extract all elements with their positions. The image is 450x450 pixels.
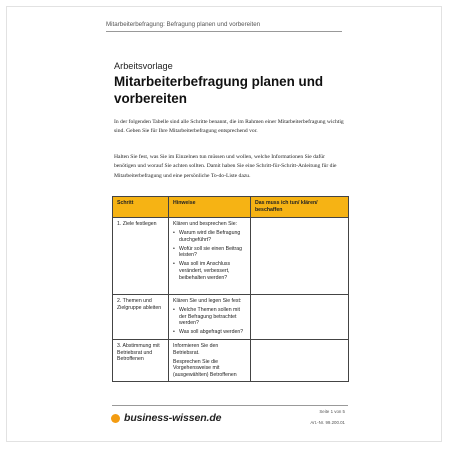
hint-bullet: • Wofür soll sie einen Beitrag leisten? <box>173 246 246 259</box>
header-divider <box>106 31 342 32</box>
brand-name: business-wissen.de <box>124 412 222 424</box>
step-cell: 3. Abstimmung mit Betriebsrat und Betroffenen <box>113 340 169 382</box>
running-header: Mitarbeiterbefragung: Befragung planen und vorbereiten <box>106 21 261 28</box>
hint-intro: Informieren Sie den Betriebsrat. <box>173 343 219 356</box>
intro-paragraph: In der folgenden Tabelle sind alle Schritte benannt, die im Rahmen einer Mitarbeiterbefragung wichtig sind. Geben Sie für Ihre Mitarbeiterbefragung entsprechend vor. <box>114 119 344 135</box>
document-title: Mitarbeiterbefragung planen und vorbereiten <box>114 74 324 106</box>
document-kicker: Arbeitsvorlage <box>114 61 173 71</box>
column-header-todo: Das muss ich tun/ klären/ beschaffen <box>251 197 349 218</box>
steps-table <box>112 196 349 382</box>
hints-cell <box>169 340 251 382</box>
table-row <box>113 218 349 295</box>
hints-cell <box>169 218 251 295</box>
hints-cell <box>169 295 251 340</box>
column-header-step: Schritt <box>113 197 169 218</box>
todo-cell[interactable] <box>251 340 349 382</box>
logo-dot-icon <box>111 414 120 423</box>
hint-bullet: • Warum wird die Befragung durchgeführt? <box>173 230 246 243</box>
footer-divider <box>112 405 348 406</box>
table-header-row <box>113 197 349 218</box>
todo-cell[interactable] <box>251 295 349 340</box>
todo-cell[interactable] <box>251 218 349 295</box>
table-row <box>113 295 349 340</box>
hint-bullet: • Was soll abgefragt werden? <box>173 329 246 336</box>
hint-extra: Besprechen Sie die Vorgehensweise mit (ausgewählten) Betroffenen <box>173 358 237 378</box>
page-number: Seite 1 von 5 <box>319 409 345 414</box>
hint-intro: Klären Sie und legen Sie fest: <box>173 298 242 304</box>
instructions-paragraph: Halten Sie fest, was Sie im Einzelnen tun müssen und wollen, welche Informationen Sie dafür benötigen und worauf Sie achten sollten. Damit haben Sie eine Schritt-für-Schritt-Anleitung für die Mitarbeiterbefragung und eine persönliche To-do-Liste dazu. <box>114 154 337 179</box>
step-cell: 1. Ziele festlegen <box>113 218 169 295</box>
brand-logo <box>111 412 221 424</box>
hint-intro: Klären und besprechen Sie: <box>173 221 238 227</box>
table-row <box>113 340 349 382</box>
hint-bullet: • Was soll im Anschluss verändert, verbessert, beibehalten werden? <box>173 261 246 281</box>
step-cell: 2. Themen und Zielgruppe ableiten <box>113 295 169 340</box>
column-header-hints: Hinweise <box>169 197 251 218</box>
article-number: Art.-Nr. 99.200.01 <box>310 420 345 425</box>
hint-bullet: • Welche Themen sollen mit der Befragung betrachtet werden? <box>173 307 246 327</box>
